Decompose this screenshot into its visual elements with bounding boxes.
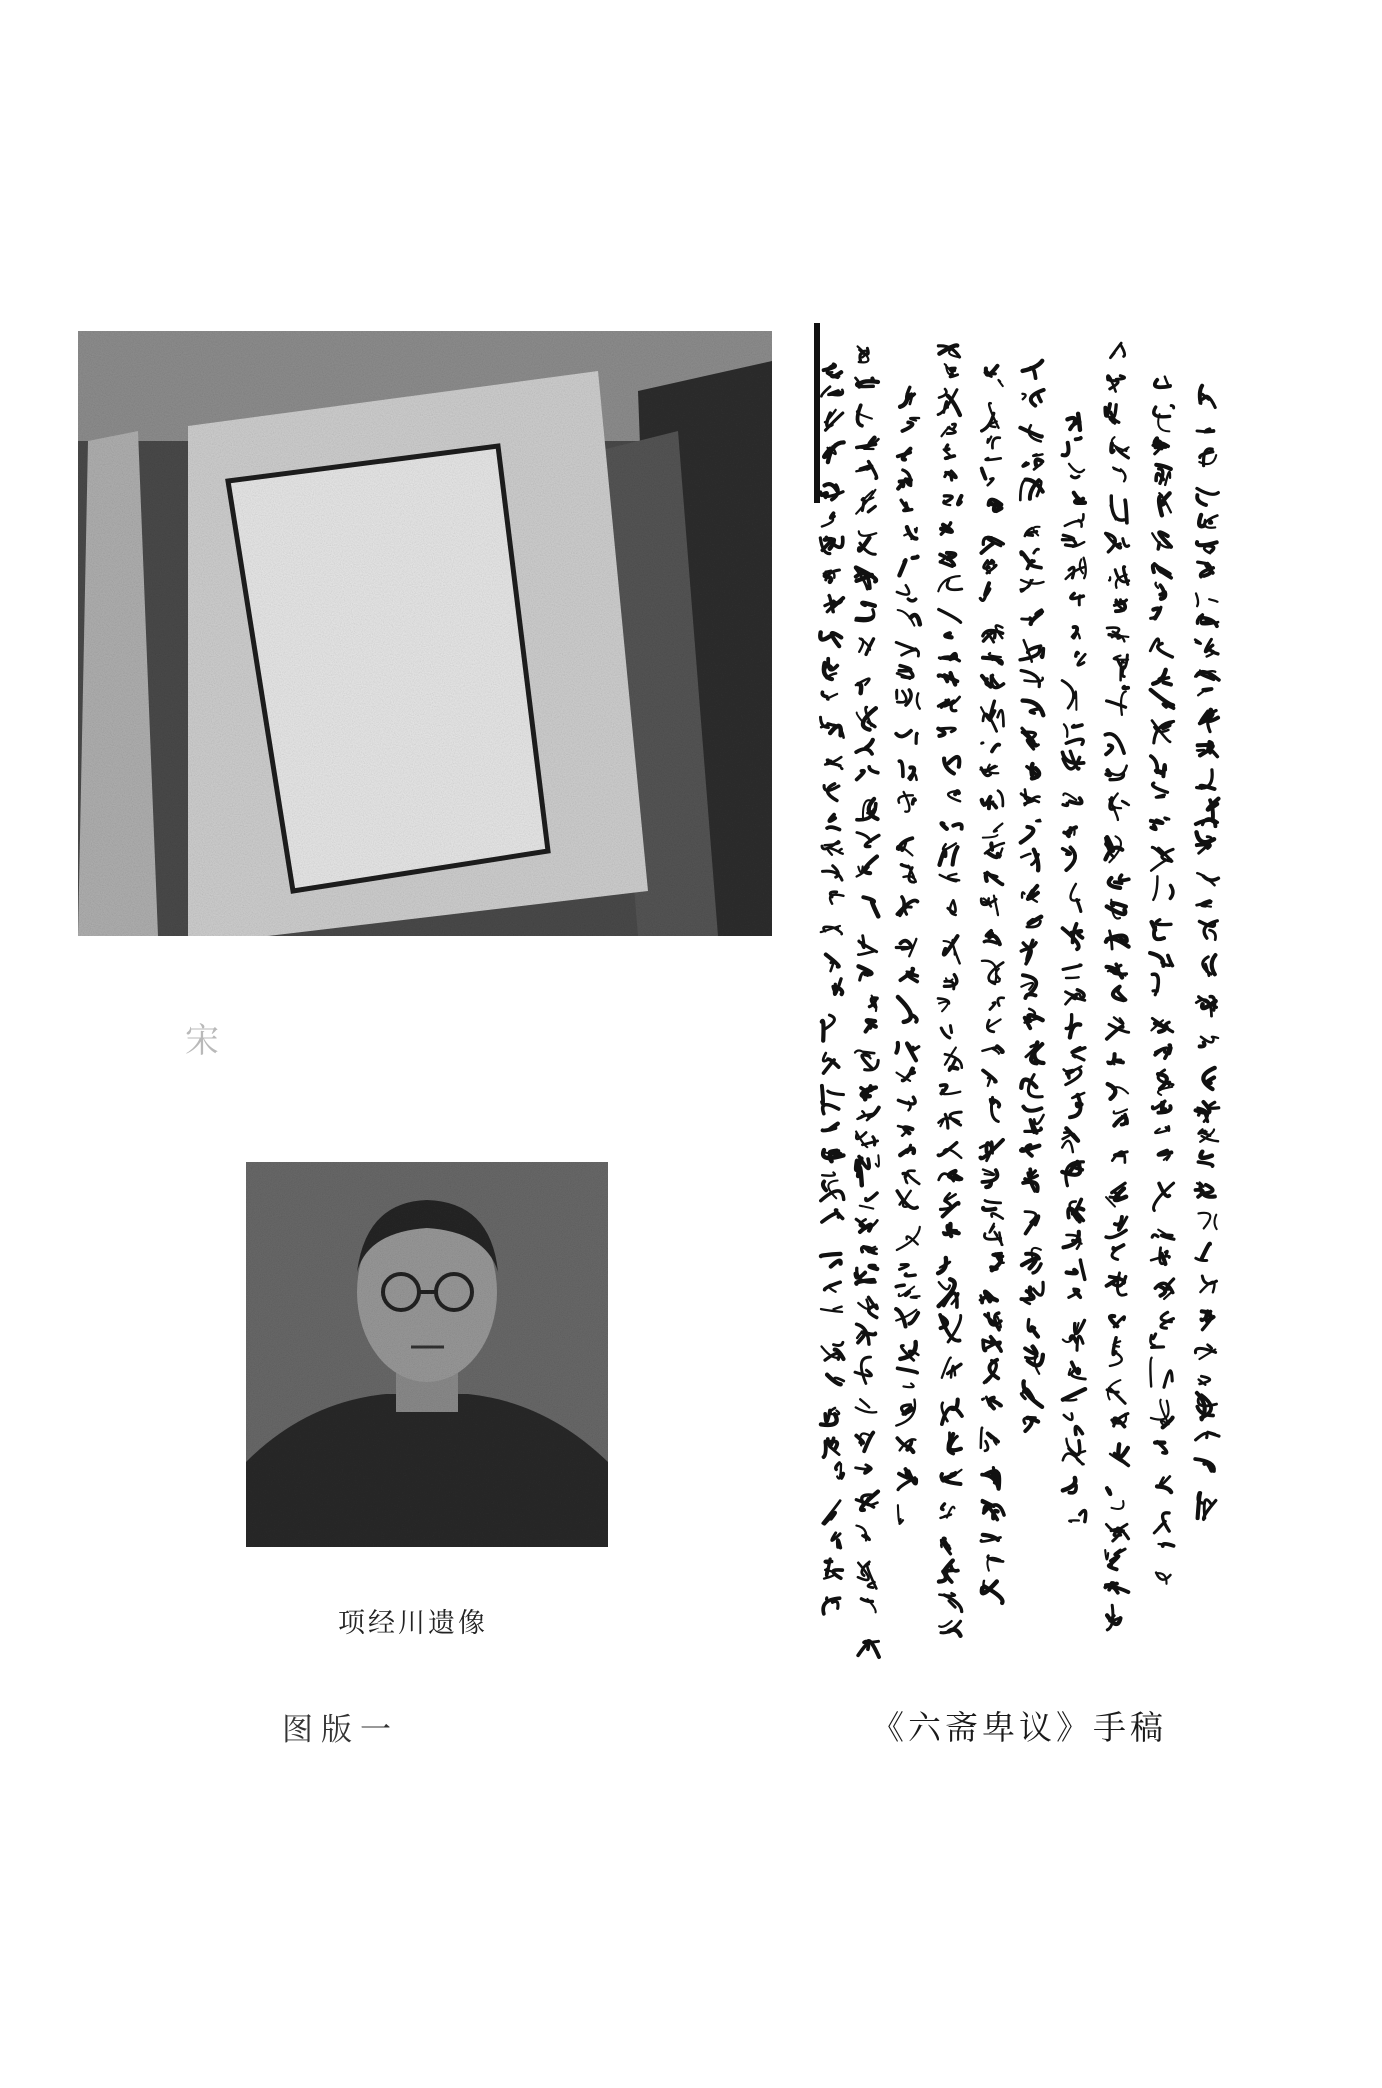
manuscript-stroke [958,496,961,504]
manuscript-stroke [1123,687,1128,688]
manuscript-stroke [1165,818,1169,820]
manuscript-stroke [991,1142,992,1154]
manuscript-stroke [982,743,984,744]
manuscript-stroke [1036,820,1041,822]
manuscript-stroke [913,557,918,558]
manuscript-stroke [838,1540,841,1548]
manuscript-stroke [1163,682,1170,684]
manuscript-stroke [1042,649,1044,657]
manuscript-stroke [1068,1074,1069,1078]
book-photo-caption: 宋 [185,1021,225,1061]
manuscript-stroke [873,1137,875,1145]
portrait-photo [246,1162,608,1547]
manuscript-stroke [1033,454,1042,456]
manuscript-stroke [945,675,948,681]
manuscript-caption: 《六斋卑议》手稿 [871,1708,1167,1747]
manuscript-stroke [1151,820,1163,823]
manuscript-stroke [1206,429,1213,431]
manuscript-stroke [983,1208,995,1210]
manuscript-stroke [913,799,915,804]
manuscript-stroke [1112,1420,1115,1422]
manuscript-stroke [941,1540,942,1547]
manuscript-stroke [821,1254,841,1256]
manuscript-stroke [1165,1251,1167,1255]
manuscript-stroke [1115,882,1122,883]
manuscript-stroke [1210,521,1212,523]
manuscript-stroke [993,1253,1003,1256]
manuscript-stroke [896,947,909,949]
manuscript-stroke [826,1598,827,1600]
manuscript-stroke [904,1127,912,1133]
manuscript-stroke [1077,1104,1082,1106]
manuscript-stroke [1212,1037,1218,1038]
manuscript-stroke [1156,771,1163,774]
manuscript-stroke [1030,1288,1031,1296]
manuscript-stroke [1197,750,1204,751]
manuscript-stroke [981,1428,982,1448]
manuscript-stroke [1106,1584,1117,1586]
manuscript-stroke [1023,463,1028,466]
manuscript-stroke [951,1231,959,1233]
manuscript-stroke [872,379,873,380]
manuscript-stroke [1107,1488,1110,1494]
manuscript-stroke [908,599,916,601]
manuscript-image [812,323,1244,1663]
manuscript-stroke [862,936,865,948]
manuscript-stroke [950,654,956,659]
manuscript-stroke [915,528,917,533]
manuscript-stroke [896,1043,898,1053]
manuscript-stroke [1159,1151,1172,1155]
manuscript-stroke [831,513,834,518]
manuscript-stroke [1115,1060,1123,1062]
plate-number: 图版一 [282,1712,399,1748]
manuscript-stroke [896,690,897,699]
manuscript-stroke [982,1399,984,1400]
manuscript-stroke [984,941,996,943]
manuscript-stroke [825,1561,831,1562]
manuscript-stroke [1079,596,1080,605]
manuscript-stroke [830,1151,840,1154]
manuscript-stroke [896,1285,904,1287]
manuscript-stroke [1074,828,1075,835]
portrait-caption: 项经川遗像 [338,1608,488,1639]
manuscript-stroke [827,760,831,761]
manuscript-stroke [916,733,917,743]
manuscript-stroke [1076,438,1081,439]
manuscript-stroke [1071,476,1079,478]
manuscript-stroke [1163,1544,1174,1546]
manuscript-stroke [911,1068,914,1073]
manuscript-stroke [841,768,842,769]
manuscript-stroke [1024,790,1026,799]
manuscript-stroke [1152,1347,1164,1348]
manuscript-stroke [826,571,831,572]
manuscript-stroke [1108,376,1111,380]
manuscript-stroke [841,1473,844,1478]
manuscript-stroke [991,843,992,850]
manuscript-stroke [862,603,874,606]
manuscript-stroke [905,1274,915,1276]
manuscript-stroke [870,1266,877,1269]
manuscript-stroke [857,617,873,619]
manuscript-stroke [950,1026,951,1033]
manuscript-stroke [1066,977,1079,978]
manuscript-stroke [1022,618,1031,620]
manuscript-stroke [822,1086,823,1104]
manuscript-stroke [945,633,951,637]
manuscript-stroke [946,456,955,458]
manuscript-stroke [1158,543,1159,549]
manuscript-stroke [1150,1358,1151,1387]
manuscript-stroke [942,1504,945,1510]
manuscript-stroke [986,458,1001,460]
book-photo [78,331,772,936]
manuscript-stroke [1073,725,1082,727]
manuscript-stroke [907,1448,913,1452]
manuscript-stroke [1069,1169,1072,1173]
manuscript-stroke [1078,414,1080,430]
manuscript-stroke [1109,577,1110,580]
manuscript-stroke [906,1292,909,1295]
manuscript-stroke [1031,764,1032,775]
